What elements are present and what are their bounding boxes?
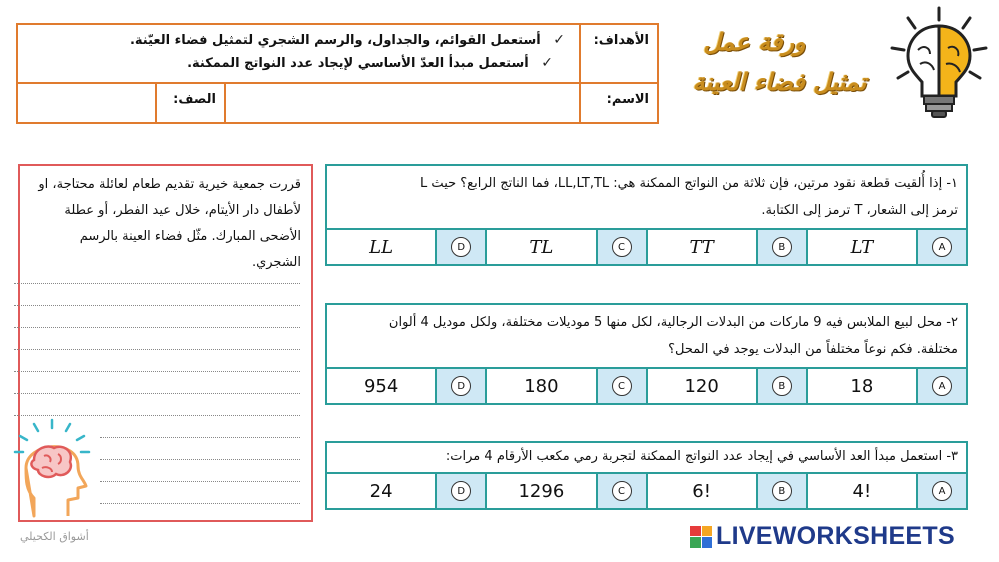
head-brain-icon xyxy=(12,418,97,518)
dotted-line xyxy=(14,327,300,328)
option-c-letter[interactable] xyxy=(596,474,646,508)
option-a-letter[interactable] xyxy=(916,230,966,264)
question-1 xyxy=(325,164,968,266)
dotted-line xyxy=(14,371,300,372)
option-letter-circle[interactable]: B xyxy=(772,376,792,396)
option-a-value[interactable]: LT xyxy=(806,230,916,264)
check-icon: ✓ xyxy=(541,55,553,71)
question-text-line: مختلفة. فكم نوعاً مختلفاً من البدلات يوجد في المحل؟ xyxy=(668,342,958,357)
liveworksheets-icon xyxy=(690,526,712,548)
name-field[interactable] xyxy=(224,84,579,122)
option-letter-circle[interactable]: D xyxy=(451,376,471,396)
question-2-text xyxy=(327,305,966,367)
title-line-2: تمثيل فضاء العينة xyxy=(692,67,867,96)
class-field[interactable] xyxy=(18,84,155,122)
class-label: الصف: xyxy=(155,84,224,122)
option-c-value[interactable]: 180 xyxy=(485,369,595,403)
goal-text: أستعمل القوائم، والجداول، والرسم الشجري لتمثيل فضاء العيّنة. xyxy=(129,33,541,48)
dotted-line xyxy=(14,393,300,394)
option-d-value[interactable]: 954 xyxy=(363,375,399,397)
liveworksheets-logo[interactable] xyxy=(690,522,955,551)
dotted-line xyxy=(14,305,300,306)
question-1-text xyxy=(327,166,966,228)
question-text-line: ١- إذا أُلقيت قطعة نقود مرتين، فإن ثلاثة من النواتج الممكنة هي: LL,LT,TL، فما الناتج الرابع؟ حيث L xyxy=(420,176,958,191)
option-c-letter[interactable] xyxy=(596,230,646,264)
check-icon: ✓ xyxy=(553,32,565,48)
option-a-letter[interactable] xyxy=(916,369,966,403)
header-table xyxy=(16,23,659,124)
brand-name: LIVEWORKSHEETS xyxy=(716,522,955,550)
answer-row xyxy=(327,367,966,403)
option-letter-circle[interactable]: B xyxy=(772,237,792,257)
option-c-value[interactable]: TL xyxy=(485,230,595,264)
question-text-line: ٢- محل لبيع الملابس فيه 9 ماركات من البدلات الرجالية، لكل منها 5 موديلات مختلفة، ولكل موديل 4 ألوان xyxy=(388,315,958,330)
goal-item xyxy=(18,29,565,52)
dotted-line xyxy=(14,415,300,416)
option-letter-circle[interactable]: A xyxy=(932,376,952,396)
name-row xyxy=(18,84,657,122)
dotted-line xyxy=(14,349,300,350)
option-letter-circle[interactable]: A xyxy=(932,481,952,501)
answer-row xyxy=(327,228,966,264)
option-a-value[interactable]: 18 xyxy=(806,369,916,403)
option-c-value[interactable]: 1296 xyxy=(485,474,595,508)
option-letter-circle[interactable]: C xyxy=(612,237,632,257)
answer-row xyxy=(327,472,966,508)
option-b-value[interactable]: 6! xyxy=(646,474,756,508)
question-3 xyxy=(325,441,968,510)
author-name: أشواق الكحيلي xyxy=(20,530,89,543)
option-d-value[interactable]: LL xyxy=(369,236,394,258)
option-letter-circle[interactable]: C xyxy=(612,376,632,396)
option-d-letter[interactable] xyxy=(435,230,485,264)
title-line-1: ورقة عمل xyxy=(703,27,806,56)
option-c-letter[interactable] xyxy=(596,369,646,403)
goals-row xyxy=(18,25,657,84)
option-letter-circle[interactable]: C xyxy=(612,481,632,501)
goal-text: أستعمل مبدأ العدّ الأساسي لإيجاد عدد النواتج الممكنة. xyxy=(187,56,529,71)
option-b-letter[interactable] xyxy=(756,230,806,264)
name-label: الاسم: xyxy=(579,84,657,122)
option-a-letter[interactable] xyxy=(916,474,966,508)
option-d-letter[interactable] xyxy=(435,369,485,403)
dotted-line xyxy=(100,459,300,460)
question-3-text xyxy=(327,443,966,472)
question-text-line: ٣- استعمل مبدأ العد الأساسي في إيجاد عدد النواتج الممكنة لتجربة رمي مكعب الأرقام 4 مرات: xyxy=(445,449,958,464)
lightbulb-brain-icon xyxy=(884,4,994,124)
option-b-letter[interactable] xyxy=(756,369,806,403)
goals-label: الأهداف: xyxy=(579,25,657,82)
option-b-value[interactable]: 120 xyxy=(646,369,756,403)
option-letter-circle[interactable]: B xyxy=(772,481,792,501)
dotted-line xyxy=(100,481,300,482)
question-text-line: ترمز إلى الشعار، T ترمز إلى الكتابة. xyxy=(761,203,958,218)
option-b-letter[interactable] xyxy=(756,474,806,508)
question-2 xyxy=(325,303,968,405)
goals-cell xyxy=(18,25,579,82)
option-letter-circle[interactable]: D xyxy=(451,481,471,501)
option-letter-circle[interactable]: D xyxy=(451,237,471,257)
option-d-value[interactable]: 24 xyxy=(369,480,393,502)
dotted-line xyxy=(14,283,300,284)
option-b-value[interactable]: TT xyxy=(646,230,756,264)
worksheet-title xyxy=(672,22,887,122)
dotted-line xyxy=(100,503,300,504)
dotted-line xyxy=(100,437,300,438)
goal-item xyxy=(18,52,565,75)
task-text: قررت جمعية خيرية تقديم طعام لعائلة محتاجة، او لأطفال دار الأيتام، خلال عيد الفطر، أو عطلة الأضحى المبارك. مثّل فضاء العينة بالرسم الشجري. xyxy=(38,177,301,270)
option-a-value[interactable]: 4! xyxy=(806,474,916,508)
option-letter-circle[interactable]: A xyxy=(932,237,952,257)
option-d-letter[interactable] xyxy=(435,474,485,508)
